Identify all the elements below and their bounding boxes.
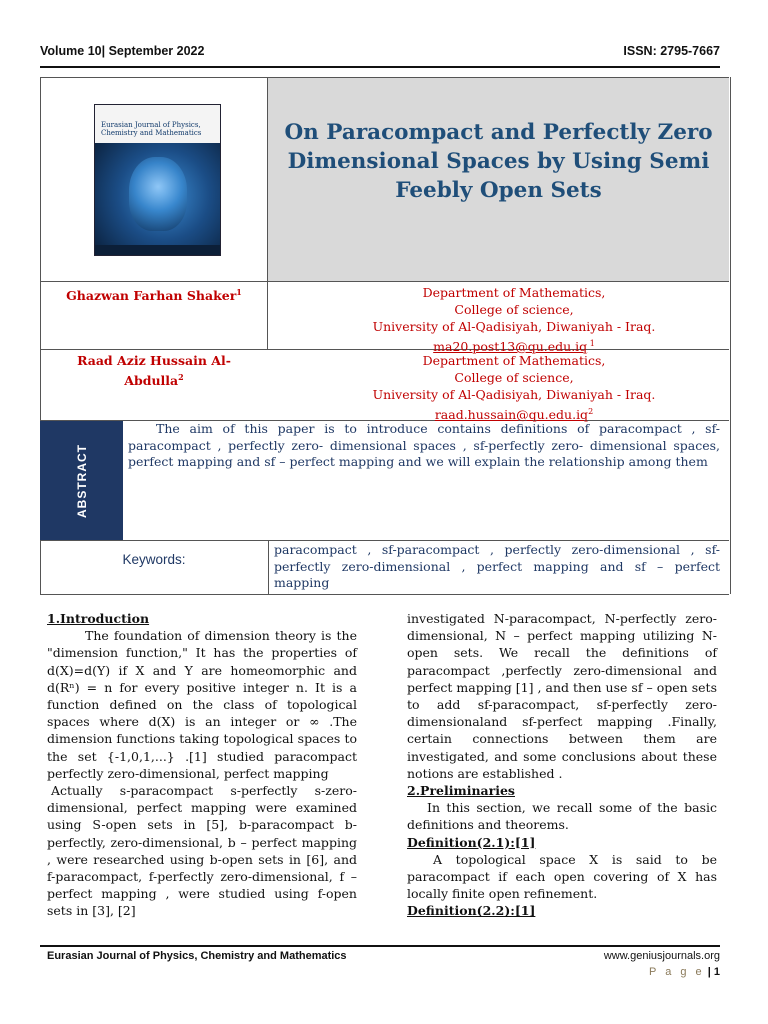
definition-heading: Definition(2.2):[1] <box>407 903 536 919</box>
row-divider <box>40 540 729 541</box>
issn: ISSN: 2795-7667 <box>623 44 720 58</box>
table-border-bottom <box>40 594 729 595</box>
section-heading: 2.Preliminaries <box>407 783 515 799</box>
row-divider <box>40 281 729 282</box>
paragraph: In this section, we recall some of the basic definitions and theorems. <box>407 800 717 833</box>
body-column-right <box>407 610 717 920</box>
author-affiliation: Department of Mathematics, College of science, University of Al-Qadisiyah, Diwaniyah - Iraq. $raad.hussain@qu.edu.iq^2$ <box>372 353 656 423</box>
paragraph: Actually s-paracompact s-perfectly s-zero-dimensional, perfect mapping were examined using S-open sets in [5], b-paracompact b-perfectly, zero-dimensional, b – perfect mapping , were researched using b-open sets in [6], and f-paracompact, f-perfectly zero-dimensional, f – perfect mapping , were studied using f-open sets in [3], [2] <box>47 783 357 919</box>
abstract-label: ABSTRACT <box>74 443 89 518</box>
definition-heading: Definition(2.1):[1] <box>407 834 536 850</box>
author-email-link[interactable]: ma20.post13@qu.edu.iq <box>433 339 588 355</box>
footer-rule <box>40 945 720 947</box>
author-name: Raad Aziz Hussain Al-Abdulla$^2$ <box>77 353 231 389</box>
paper-title: On Paracompact and Perfectly Zero Dimensional Spaces by Using Semi Feebly Open Sets <box>284 120 713 203</box>
author-email-link[interactable]: raad.hussain@qu.edu.iq <box>434 407 589 423</box>
paragraph: A topological space X is said to be paracompact if each open covering of X has locally finite open refinement. <box>407 851 717 902</box>
body-column-left <box>47 610 357 920</box>
keywords-text: paracompact , sf-paracompact , perfectly zero-dimensional , sf- perfectly zero-dimensional , perfect mapping and sf – perfect mapping <box>274 542 720 590</box>
header-rule <box>40 66 720 68</box>
section-heading: 1.Introduction <box>47 611 150 626</box>
column-divider <box>268 540 269 594</box>
journal-cover-image <box>94 104 221 256</box>
abstract-text: The aim of this paper is to introduce contains definitions of paracompact , sf- paracompact , perfectly zero- dimensional spaces , sf-perfectly zero- dimensional spaces, perfect mapping and sf – perfect mapping and we will explain the relationship among them <box>128 421 720 469</box>
page-number: P a g e | 1 <box>649 966 720 978</box>
paragraph: The foundation of dimension theory is the "dimension function," It has the properties of d(X)=d(Y) if X and Y are homeomorphic and d(Rⁿ) = n for every positive integer n. It is a function defined on the class of topological spaces where d(X) is an integer or ∞ .The dimension functions taking topological spaces to the set {-1,0,1,...} .[1] studied paracompact perfectly zero-dimensional, perfect mapping <box>47 628 357 781</box>
volume-info: Volume 10| September 2022 <box>40 44 205 58</box>
page-header <box>40 44 720 62</box>
cover-journal-title: Eurasian Journal of Physics, Chemistry and Mathematics <box>101 121 202 137</box>
footer-journal: Eurasian Journal of Physics, Chemistry and Mathematics <box>47 950 347 962</box>
footer-website[interactable]: www.geniusjournals.org <box>603 950 720 962</box>
keywords-label: Keywords: <box>122 552 186 567</box>
author-affiliation: Department of Mathematics, College of science, University of Al-Qadisiyah, Diwaniyah - Iraq. ma20.post13@qu.edu.iq $^1$ <box>372 285 656 355</box>
paragraph: investigated N-paracompact, N-perfectly zero-dimensional, N – perfect mapping utilizing N-open sets. We recall the definitions of paracompact ,perfectly zero-dimensional and perfect mapping [1] , and then use sf – open sets to add sf-paracompact, sf-perfectly zero-dimensionaland sf-perfect mapping .Finally, certain connections between them are investigated, and some conclusions about these notions are established . <box>407 611 717 781</box>
author-name: Ghazwan Farhan Shaker$^1$ <box>66 287 242 304</box>
